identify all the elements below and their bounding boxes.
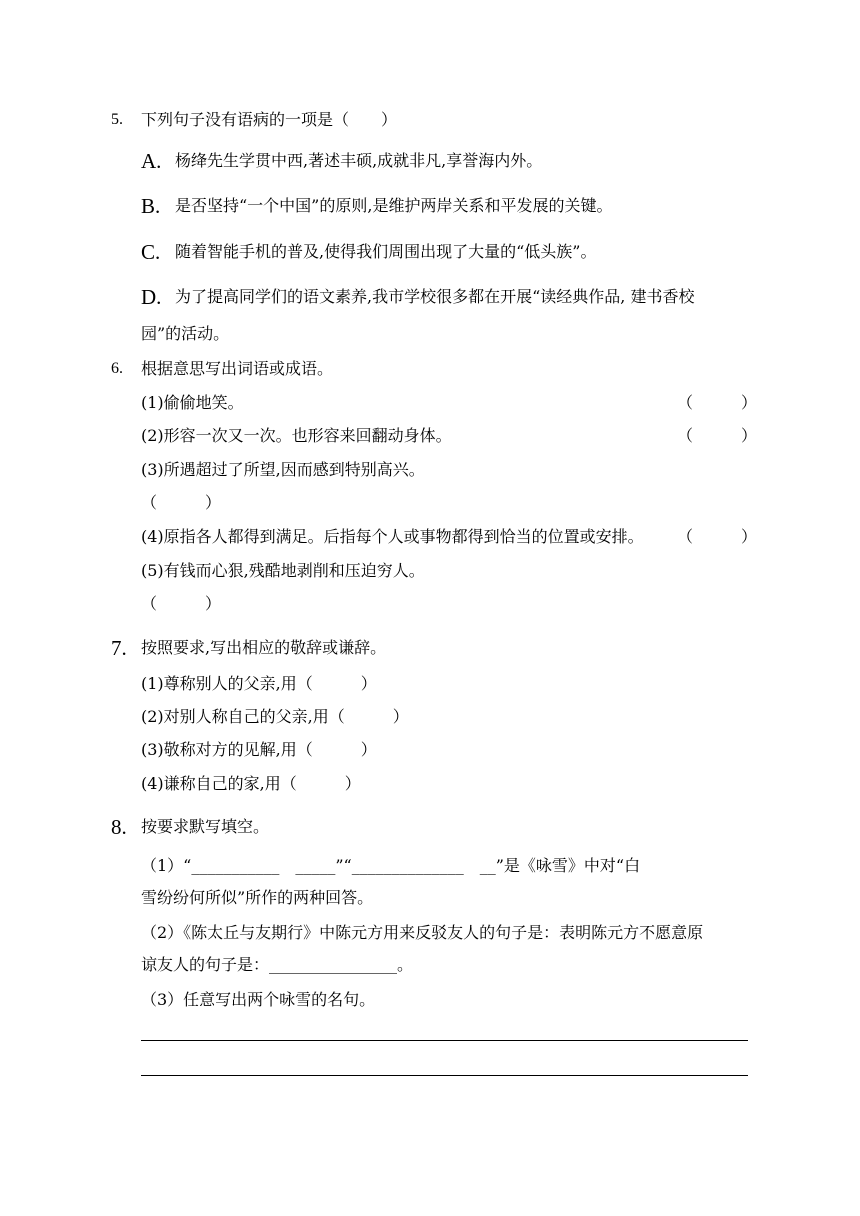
q5-option-d-text-line2: 园”的活动。	[141, 324, 230, 343]
answer-line-2[interactable]	[141, 1075, 748, 1076]
q6-item-2: (2)形容一次又一次。也形容来回翻动身体。	[141, 426, 452, 445]
q5-option-d-text: 为了提高同学们的语文素养,我市学校很多都在开展“读经典作品, 建书香校	[175, 287, 695, 306]
q5-option-a-letter: A.	[141, 149, 162, 173]
q6-item-1-blank[interactable]: （ ）	[677, 393, 758, 412]
q8-part1-line2: 雪纷纷何所似”所作的两种回答。	[141, 888, 374, 907]
q7-number: 7.	[111, 636, 127, 660]
q6-number: 6.	[111, 360, 123, 377]
q5-option-c-text: 随着智能手机的普及,使得我们周围出现了大量的“低头族”。	[175, 242, 597, 261]
q6-item-3-blank[interactable]: （ ）	[141, 493, 222, 512]
q5-stem: 下列句子没有语病的一项是（ ）	[141, 110, 398, 129]
q6-item-2-blank[interactable]: （ ）	[677, 426, 758, 445]
q6-item-1: (1)偷偷地笑。	[141, 393, 244, 412]
q8-part2-line2[interactable]: 谅友人的句子是：________________。	[141, 955, 414, 974]
q8-stem: 按要求默写填空。	[141, 817, 270, 836]
q8-part3: （3）任意写出两个咏雪的名句。	[141, 990, 376, 1009]
q5-number: 5.	[111, 111, 123, 128]
q5-option-b-text: 是否坚持“一个中国”的原则,是维护两岸关系和平发展的关键。	[175, 196, 613, 215]
q5-option-b-letter: B.	[141, 194, 161, 218]
q6-item-4-blank[interactable]: （ ）	[677, 527, 758, 546]
q5-option-c-letter: C.	[141, 240, 161, 264]
q7-item-4[interactable]: (4)谦称自己的家,用（ ）	[141, 774, 361, 793]
q5-option-a-text: 杨绛先生学贯中西,著述丰硕,成就非凡,享誉海内外。	[175, 151, 543, 170]
q7-item-1[interactable]: (1)尊称别人的父亲,用（ ）	[141, 674, 377, 693]
q8-number: 8.	[111, 815, 127, 839]
q6-item-5-blank[interactable]: （ ）	[141, 594, 222, 613]
q6-item-3: (3)所遇超过了所望,因而感到特别高兴。	[141, 460, 425, 479]
q7-item-3[interactable]: (3)敬称对方的见解,用（ ）	[141, 740, 377, 759]
q8-part2-line1: （2）《陈太丘与友期行》中陈元方用来反驳友人的句子是：表明陈元方不愿意原	[141, 923, 704, 942]
q8-part1-line1[interactable]: （1）“___________ _____”“______________ __”是《咏雪》中对“白	[141, 856, 641, 875]
q6-stem: 根据意思写出词语或成语。	[141, 359, 334, 378]
answer-line-1[interactable]	[141, 1040, 748, 1041]
q7-item-2[interactable]: (2)对别人称自己的父亲,用（ ）	[141, 707, 409, 726]
q6-item-4: (4)原指各人都得到满足。后指每个人或事物都得到恰当的位置或安排。	[141, 527, 644, 546]
q6-item-5: (5)有钱而心狠,残酷地剥削和压迫穷人。	[141, 561, 425, 580]
q7-stem: 按照要求,写出相应的敬辞或谦辞。	[141, 638, 387, 657]
q5-option-d-letter: D.	[141, 285, 162, 309]
